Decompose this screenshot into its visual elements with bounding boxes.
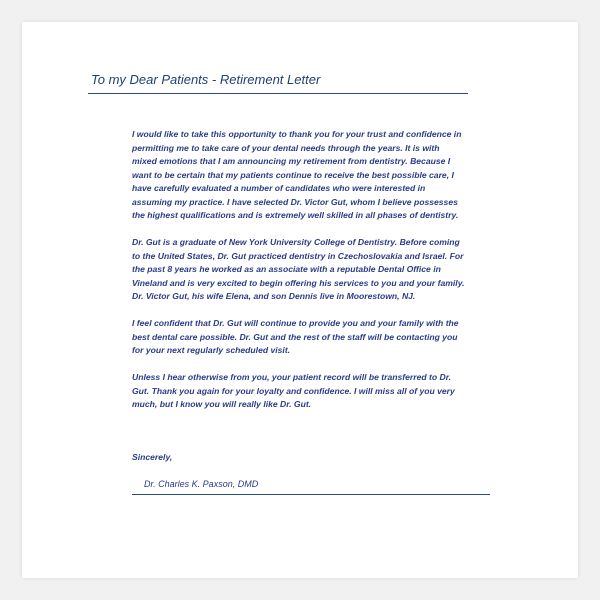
text-line: Vineland and is very excited to begin offering his services to you and your family. (132, 277, 465, 288)
text-line: to the United States, Dr. Gut practiced dentistry in Czechoslovakia and Israel. For (132, 250, 464, 261)
letter-closing: Sincerely, (132, 452, 173, 462)
paragraph-thanks (132, 128, 467, 223)
text-line: I feel confident that Dr. Gut will continue to provide you and your family with the (132, 318, 459, 328)
text-line: have carefully evaluated a number of candidates who were interested in (132, 183, 426, 193)
text-line: best dental care possible. Dr. Gut and the rest of the staff will be contacting you (132, 331, 458, 342)
paragraph-confidence (132, 317, 467, 358)
text-line: much, but I know you will really like Dr. Gut. (132, 399, 312, 409)
text-line: for your next regularly scheduled visit. (132, 345, 291, 355)
text-line: the past 8 years he worked as an associate with a reputable Dental Office in (132, 264, 441, 274)
signature-name: Dr. Charles K. Paxson, DMD (144, 479, 259, 489)
letter-title: To my Dear Patients - Retirement Letter (91, 72, 321, 87)
text-line: Dr. Victor Gut, his wife Elena, and son Dennis live in Moorestown, NJ. (132, 291, 416, 301)
text-line: I would like to take this opportunity to thank you for your trust and confidence in (132, 129, 462, 139)
text-line: the highest qualifications and is extremely well skilled in all phases of dentistry. (132, 210, 459, 220)
paragraph-records (132, 371, 467, 412)
title-divider (88, 93, 468, 94)
text-line: want to be certain that my patients continue to receive the best possible care, I (132, 169, 454, 180)
letter-body (132, 128, 467, 425)
text-line: Gut. Thank you again for your loyalty and confidence. I will miss all of you very (132, 385, 455, 396)
letter-page (22, 22, 578, 578)
signature-divider (132, 494, 490, 495)
text-line: mixed emotions that I am announcing my retirement from dentistry. Because I (132, 156, 451, 166)
text-line: Unless I hear otherwise from you, your patient record will be transferred to Dr. (132, 372, 452, 382)
paragraph-about-successor (132, 236, 467, 304)
text-line: permitting me to take care of your dental needs through the years. It is with (132, 142, 440, 153)
text-line: assuming my practice. I have selected Dr. Victor Gut, whom I believe possesses (132, 196, 458, 207)
text-line: Dr. Gut is a graduate of New York University College of Dentistry. Before coming (132, 237, 460, 247)
